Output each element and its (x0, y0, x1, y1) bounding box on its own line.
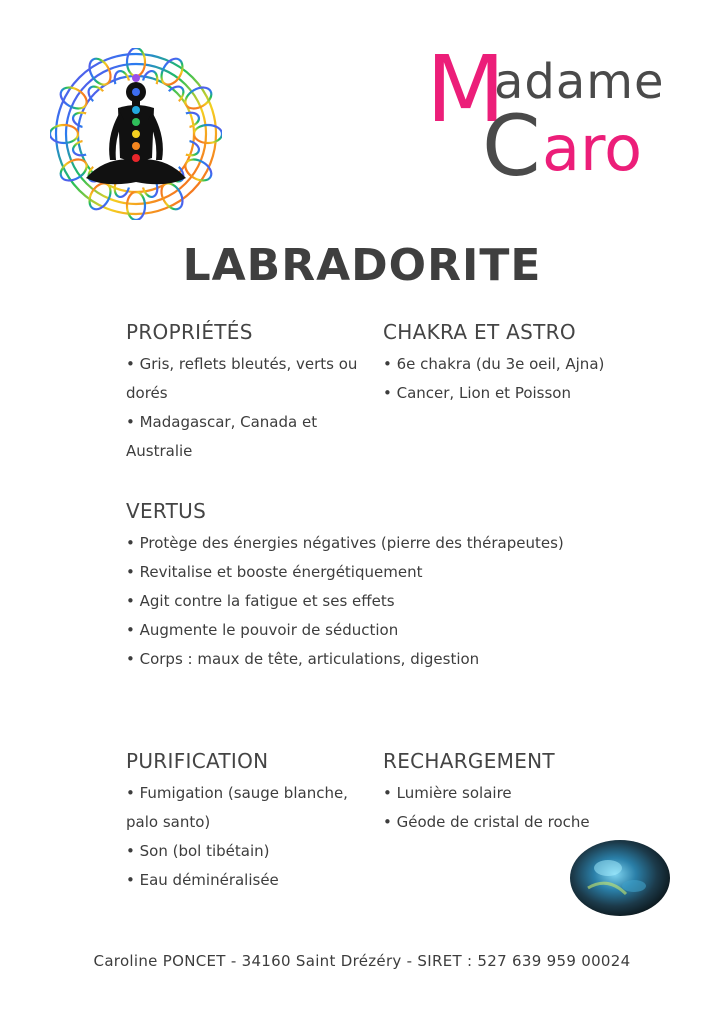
section-heading: VERTUS (126, 499, 207, 523)
list-item: • Fumigation (sauge blanche, palo santo) (126, 784, 348, 831)
chakra-list (383, 350, 683, 408)
section-heading: CHAKRA ET ASTRO (383, 320, 576, 344)
footer-contact: Caroline PONCET - 34160 Saint Drézéry - SIRET : 527 639 959 00024 (93, 952, 631, 970)
list-item: • Son (bol tibétain) (126, 842, 270, 860)
list-item: • Eau déminéralisée (126, 871, 279, 889)
section-chakra-astro (383, 320, 683, 408)
list-item: • Madagascar, Canada et Australie (126, 413, 318, 460)
madame-caro-logo (420, 36, 700, 195)
section-vertus (126, 499, 646, 674)
list-item: • Géode de cristal de roche (383, 813, 590, 831)
purification-list (126, 779, 366, 895)
rainbow-mandala-meditation-icon (50, 48, 222, 220)
logo-letter-m: M (426, 36, 506, 143)
proprietes-list (126, 350, 366, 466)
labradorite-stone-icon (568, 838, 672, 918)
list-item: • Gris, reflets bleutés, verts ou dorés (126, 355, 358, 402)
list-item: • Corps : maux de tête, articulations, digestion (126, 650, 480, 668)
section-heading: PURIFICATION (126, 749, 269, 773)
list-item: • Protège des énergies négatives (pierre des thérapeutes) (126, 534, 564, 552)
section-heading: RECHARGEMENT (383, 749, 555, 773)
vertus-list (126, 529, 646, 674)
section-purification (126, 749, 366, 895)
page-title: LABRADORITE (182, 240, 542, 291)
list-item: • Cancer, Lion et Poisson (383, 384, 571, 402)
section-rechargement (383, 749, 683, 837)
list-item: • Agit contre la fatigue et ses effets (126, 592, 395, 610)
list-item: • Revitalise et booste énergétiquement (126, 563, 423, 581)
section-heading: PROPRIÉTÉS (126, 320, 253, 344)
list-item: • Augmente le pouvoir de séduction (126, 621, 399, 639)
list-item: • Lumière solaire (383, 784, 512, 802)
logo-word-adame: adame (494, 54, 665, 110)
rechargement-list (383, 779, 683, 837)
logo-word-aro: aro (542, 112, 643, 185)
logo-letter-c: C (482, 97, 541, 195)
section-proprietes (126, 320, 366, 466)
list-item: • 6e chakra (du 3e oeil, Ajna) (383, 355, 605, 373)
